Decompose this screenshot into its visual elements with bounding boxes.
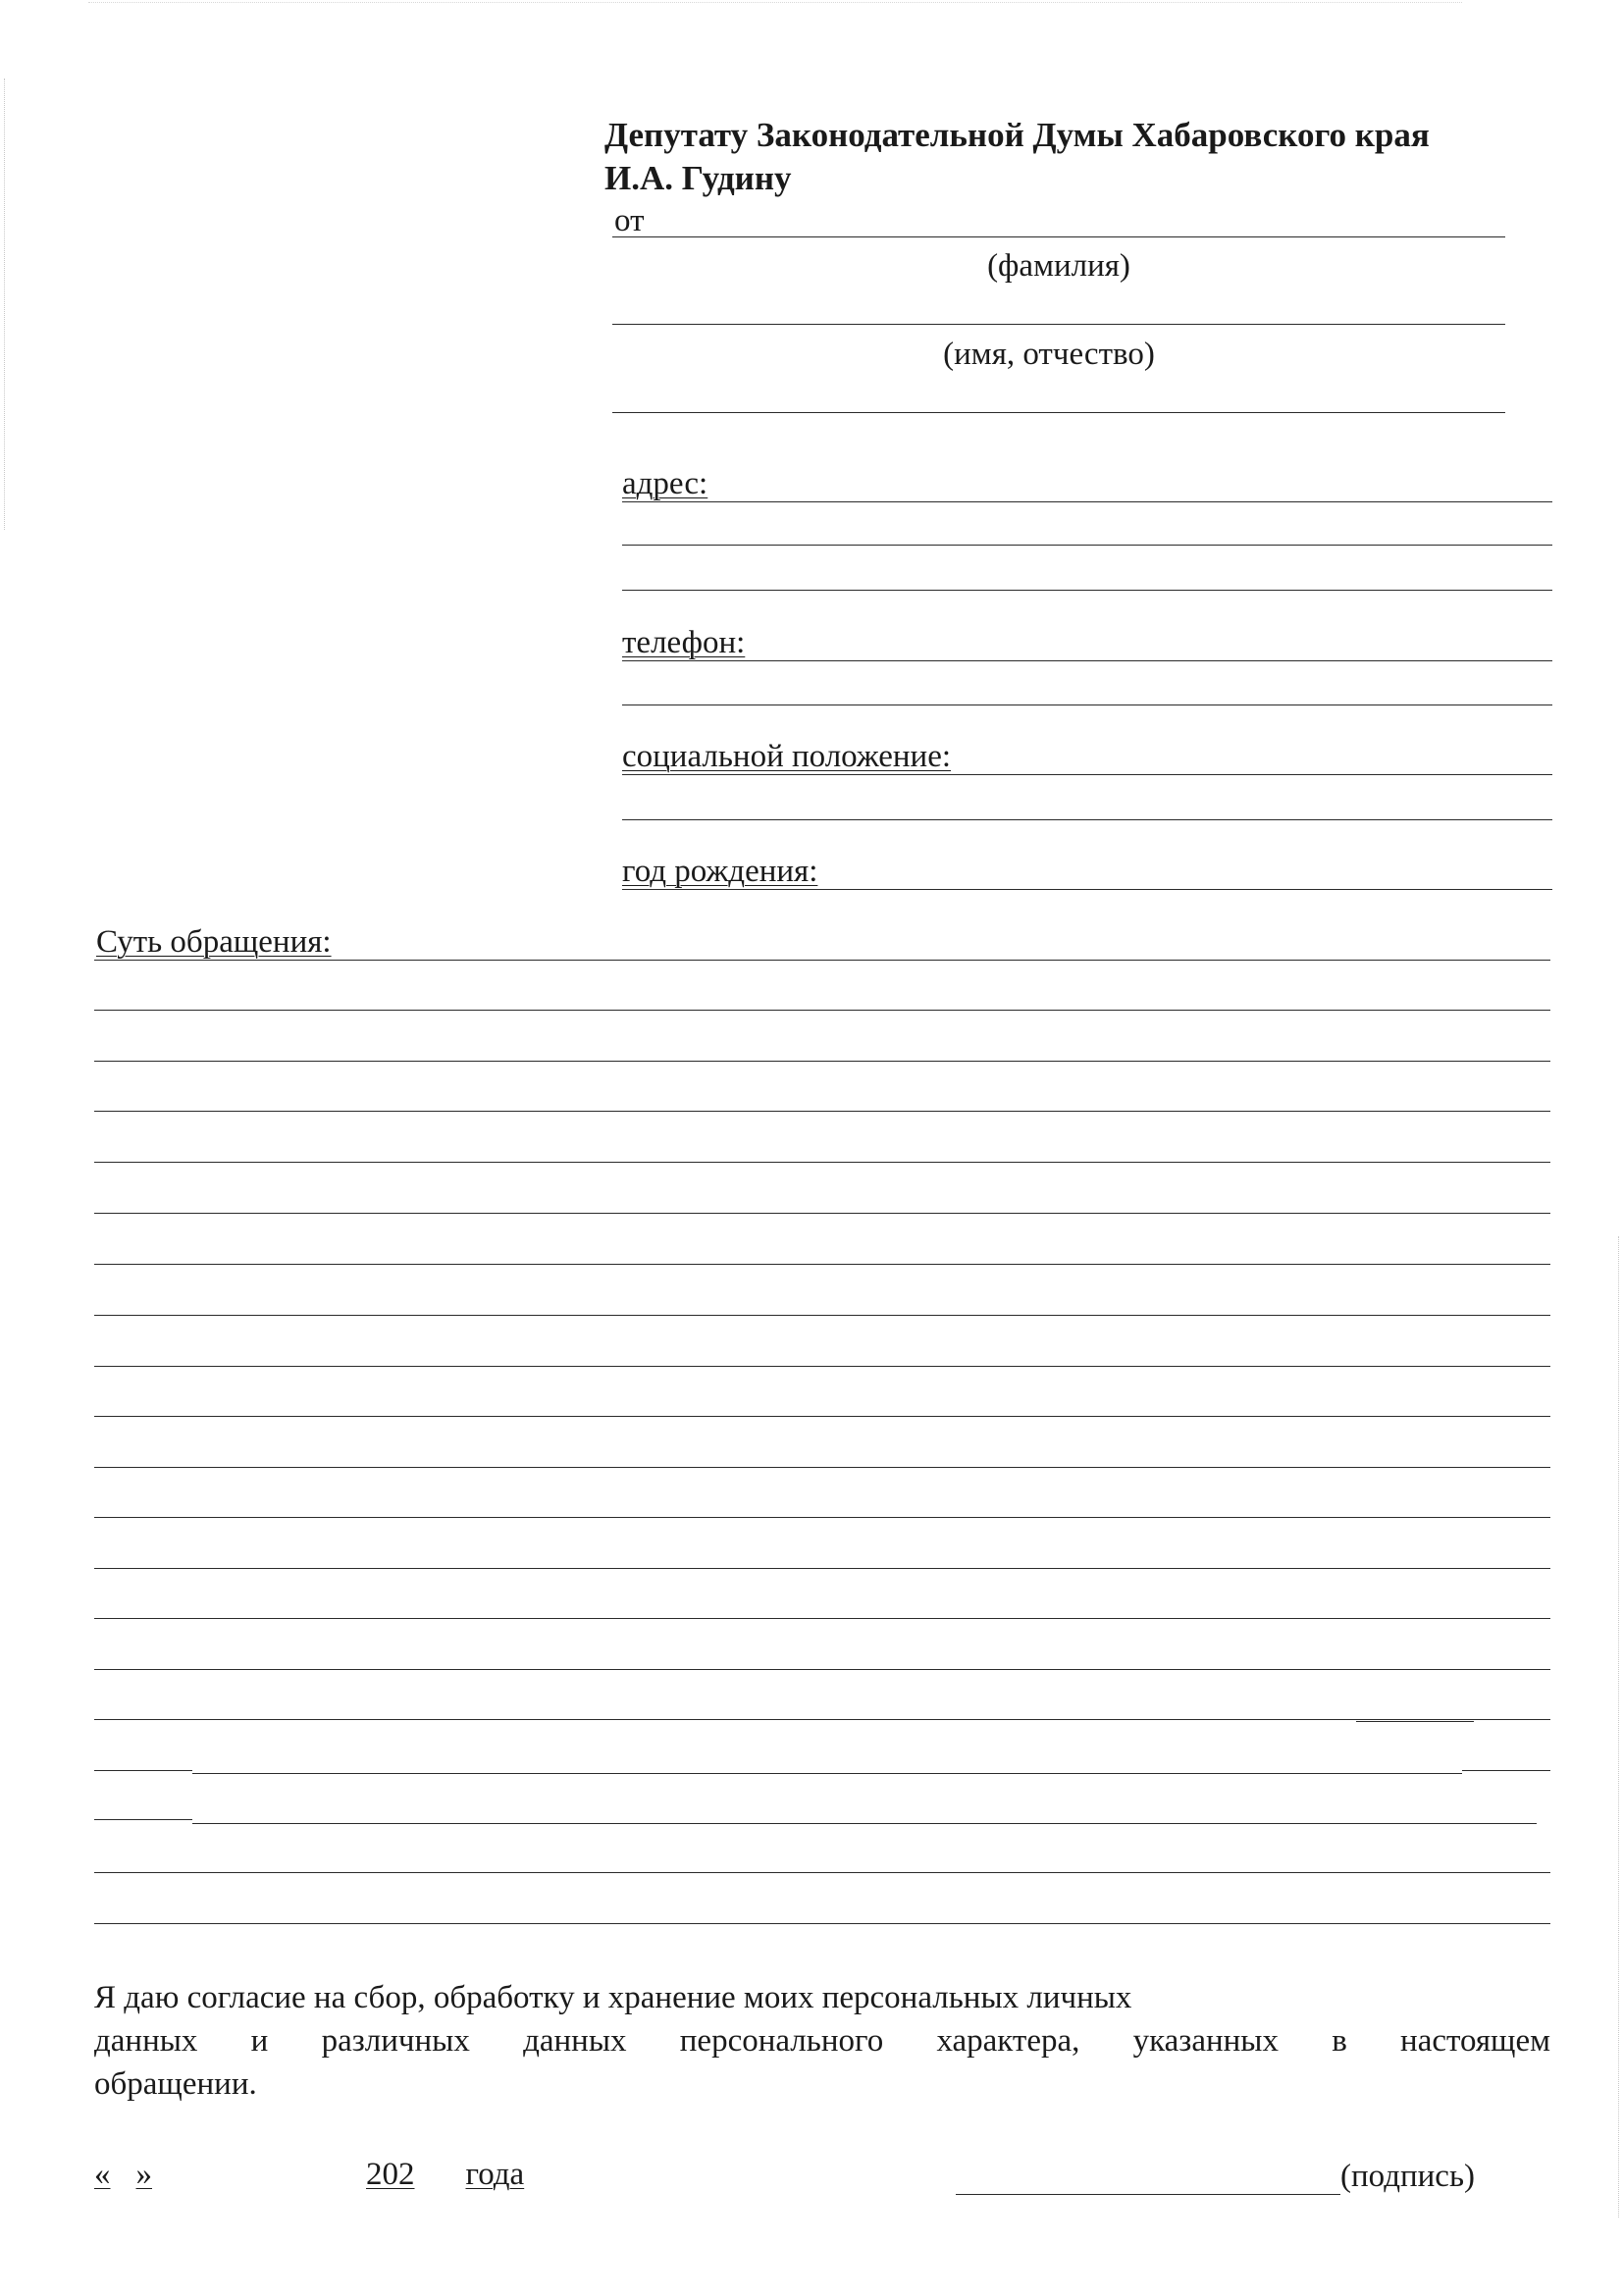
birth-year-line[interactable] — [622, 889, 1552, 890]
addressee-block — [604, 114, 1430, 200]
scan-edge-right — [1618, 1236, 1619, 2218]
surname-line[interactable] — [612, 236, 1505, 237]
address-line-1[interactable] — [622, 501, 1552, 502]
scan-edge-top — [88, 2, 1462, 3]
sender-extra-line[interactable] — [612, 412, 1505, 413]
birth-year-label: год рождения: — [622, 854, 818, 889]
essence-line-16-stroke — [1356, 1721, 1474, 1722]
name-hint: (имя, отчество) — [943, 337, 1155, 372]
surname-hint: (фамилия) — [987, 248, 1130, 284]
date-quote-open: « — [94, 2157, 111, 2192]
address-label: адрес: — [622, 466, 708, 501]
essence-label: Суть обращения: — [96, 924, 332, 960]
essence-line-18-start — [94, 1819, 192, 1820]
essence-line-7[interactable] — [94, 1264, 1550, 1265]
date-year-suffix: года — [465, 2157, 525, 2192]
essence-line-17-end — [1462, 1770, 1550, 1771]
phone-line-2[interactable] — [622, 704, 1552, 705]
from-label: от — [614, 203, 645, 238]
signature-line[interactable] — [956, 2194, 1340, 2195]
essence-line-3[interactable] — [94, 1061, 1550, 1062]
essence-line-8[interactable] — [94, 1315, 1550, 1316]
consent-line-2: данных и различных данных персонального характера, указанных в настоящем — [94, 2023, 1550, 2059]
essence-line-19[interactable] — [94, 1872, 1550, 1873]
phone-line-1[interactable] — [622, 660, 1552, 661]
social-status-label: социальной положение: — [622, 739, 952, 774]
consent-paragraph — [94, 1976, 1550, 2106]
essence-line-13[interactable] — [94, 1568, 1550, 1569]
essence-line-18[interactable] — [192, 1823, 1537, 1824]
essence-line-20[interactable] — [94, 1923, 1550, 1924]
essence-line-2[interactable] — [94, 1010, 1550, 1011]
phone-label: телефон: — [622, 625, 746, 660]
essence-line-10[interactable] — [94, 1416, 1550, 1417]
addressee-line-1: Депутату Законодательной Думы Хабаровского края — [604, 116, 1430, 154]
social-status-line-2[interactable] — [622, 819, 1552, 820]
essence-line-11[interactable] — [94, 1467, 1550, 1468]
addressee-line-2: И.А. Гудину — [604, 159, 792, 197]
essence-line-16[interactable] — [94, 1719, 1550, 1720]
date-quote-close: » — [135, 2157, 152, 2192]
essence-line-6[interactable] — [94, 1213, 1550, 1214]
essence-line-4[interactable] — [94, 1111, 1550, 1112]
essence-line-12[interactable] — [94, 1517, 1550, 1518]
essence-line-9[interactable] — [94, 1366, 1550, 1367]
name-line[interactable] — [612, 324, 1505, 325]
essence-line-15[interactable] — [94, 1669, 1550, 1670]
social-status-line-1[interactable] — [622, 774, 1552, 775]
essence-line-5[interactable] — [94, 1162, 1550, 1163]
essence-line-14[interactable] — [94, 1618, 1550, 1619]
consent-line-1: Я даю согласие на сбор, обработку и хранение моих персональных личных — [94, 1980, 1132, 2015]
date-year-prefix: 202 — [366, 2157, 415, 2192]
scan-edge-left — [4, 78, 5, 530]
consent-line-3: обращении. — [94, 2066, 257, 2102]
address-line-2[interactable] — [622, 545, 1552, 546]
address-line-3[interactable] — [622, 590, 1552, 591]
signature-hint: (подпись) — [1340, 2159, 1475, 2194]
essence-line-17[interactable] — [192, 1773, 1462, 1774]
date-row[interactable] — [94, 2155, 524, 2194]
essence-line-17-start — [94, 1770, 192, 1771]
essence-line-1[interactable] — [94, 960, 1550, 961]
